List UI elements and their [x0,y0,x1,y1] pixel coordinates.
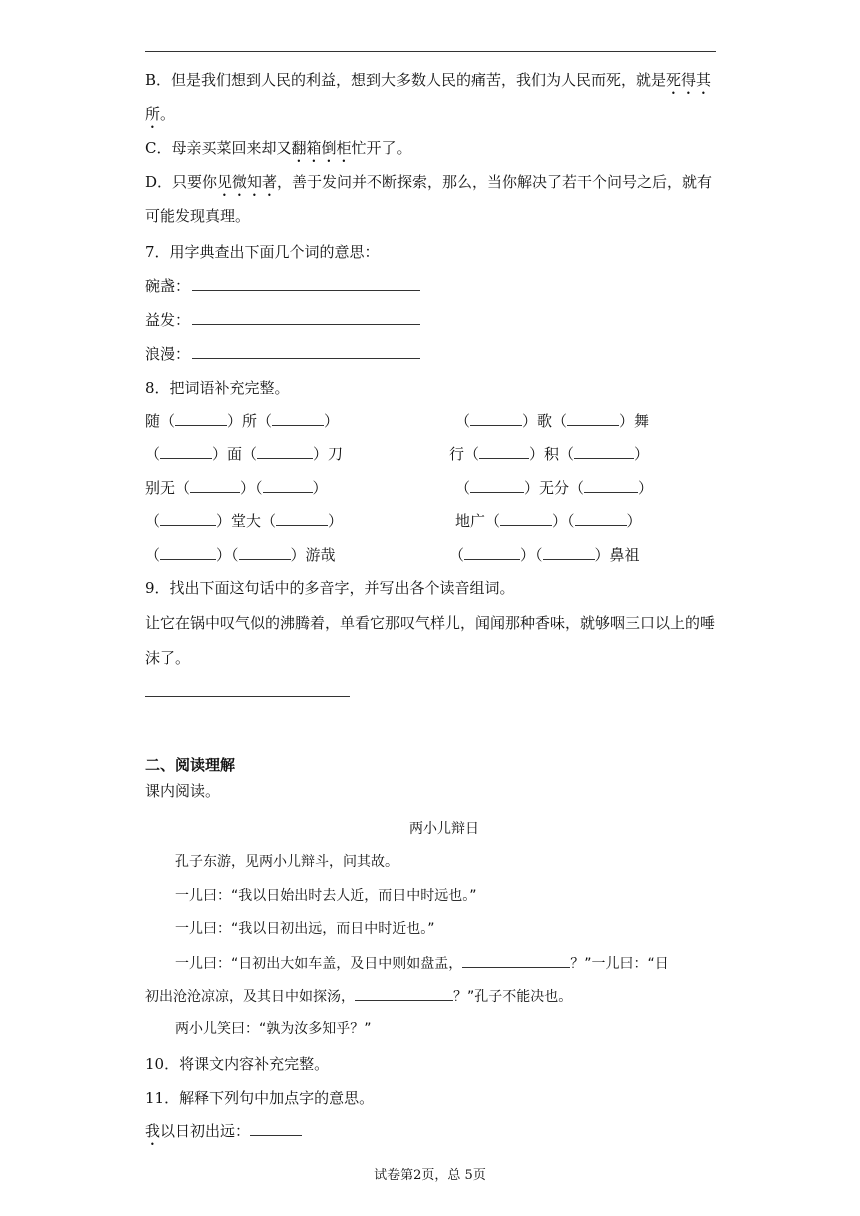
q11-answer-blank[interactable] [250,1121,302,1136]
option-c-dotted-text: 翻箱倒柜 [291,139,352,157]
q9-answer-blank[interactable] [145,696,350,697]
idiom-part: （ [145,512,161,530]
idiom-part: （ [455,479,471,497]
idiom-blank[interactable] [470,411,522,426]
passage-paragraph: 一儿曰：“我以日始出时去人近，而日中时远也。” [175,888,477,904]
idiom-part: ）堂大（ [216,512,277,530]
passage-paragraph: 孔子东游，见两小儿辩斗，问其故。 [175,854,399,870]
idiom-item [455,411,649,431]
q9-sentence-line2: 沫了。 [145,649,191,667]
idiom-blank[interactable] [160,511,216,526]
passage-title: 两小儿辩日 [409,821,479,837]
passage-paragraph: 两小儿笑曰：“孰为汝多知乎？” [175,1021,372,1037]
passage-text: ？”孔子不能决也。 [453,989,573,1005]
option-b-text: B．但是我们想到人民的利益，想到大多数人民的痛苦，我们为人民而死，就是 [145,71,667,89]
option-b-end: 。 [160,105,176,123]
passage-blank[interactable] [462,953,570,968]
passage-text: ？”一儿曰：“日 [570,956,669,972]
idiom-part: （ [455,412,471,430]
idiom-part: ） [638,479,654,497]
idiom-item [145,478,328,498]
page-footer: 试卷第2页，总 5页 [374,1168,486,1183]
idiom-part: ） [324,412,340,430]
idiom-part: ） [328,512,344,530]
idiom-blank[interactable] [190,478,240,493]
option-d-line1 [145,172,712,200]
idiom-blank[interactable] [575,511,627,526]
passage-paragraph: 一儿曰：“我以日初出远，而日中时近也。” [175,921,435,937]
idiom-blank[interactable] [479,444,529,459]
q7-word-row [145,344,420,364]
question-9-title: 9．找出下面这句话中的多音字，并写出各个读音组词。 [145,579,515,597]
idiom-blank[interactable] [239,545,291,560]
option-c [145,138,412,166]
question-8-title: 8．把词语补充完整。 [145,379,290,397]
answer-blank[interactable] [192,344,420,359]
option-b-dotted-text-2: 所 [145,105,161,123]
idiom-part: （ [449,546,465,564]
idiom-item [449,444,649,464]
idiom-blank[interactable] [470,478,524,493]
idiom-blank[interactable] [574,444,634,459]
idiom-part: ）舞 [619,412,650,430]
q7-word: 益发： [145,311,191,329]
option-d-dotted-text: 见微知著 [217,173,278,191]
idiom-item [449,545,640,565]
idiom-part: ）（ [552,512,575,530]
idiom-part: ）无分（ [524,479,585,497]
idiom-part: ）鼻祖 [594,546,640,564]
passage-blank[interactable] [355,986,453,1001]
section-subheading: 课内阅读。 [145,782,221,800]
q11-text: 以日初出远： [160,1122,251,1140]
answer-blank[interactable] [192,310,420,325]
idiom-blank[interactable] [160,444,212,459]
option-b-dotted-text: 死得其 [666,71,712,89]
option-b-line1 [145,70,711,98]
header-rule [145,51,716,52]
idiom-part: ）刀 [313,445,344,463]
q7-word-row [145,276,420,296]
q11-dotted-char: 我 [145,1122,161,1140]
section-heading: 二、阅读理解 [145,756,236,774]
idiom-part: ） [312,479,328,497]
idiom-part: 地广（ [455,512,501,530]
option-d-pre: D．只要你 [145,173,218,191]
option-b-line2 [145,104,175,132]
option-d-post: ，善于发问并不断探索，那么，当你解决了若干个问号之后，就有 [277,173,713,191]
idiom-item [145,444,343,464]
question-11-title: 11．解释下列句中加点字的意思。 [145,1089,375,1107]
q7-word: 浪漫： [145,345,191,363]
q9-sentence-line1: 让它在锅中叹气似的沸腾着，单看它那叹气样儿，闻闻那种香味，就够咽三口以上的唾 [145,614,716,632]
idiom-part: （ [145,546,161,564]
idiom-part: ）面（ [212,445,258,463]
idiom-item [145,511,343,531]
idiom-item [455,511,642,531]
idiom-blank[interactable] [175,411,227,426]
passage-paragraph [145,986,572,1007]
idiom-blank[interactable] [567,411,619,426]
idiom-blank[interactable] [543,545,595,560]
idiom-part: ）（ [240,479,263,497]
idiom-part: 别无（ [145,479,191,497]
idiom-item [145,411,339,431]
idiom-part: ）游哉 [290,546,336,564]
idiom-part: 行（ [449,445,480,463]
idiom-blank[interactable] [500,511,552,526]
idiom-part: ）所（ [227,412,273,430]
q7-word: 碗盏： [145,277,191,295]
idiom-blank[interactable] [464,545,520,560]
idiom-part: ）积（ [529,445,575,463]
question-10-title: 10．将课文内容补充完整。 [145,1055,330,1073]
idiom-part: （ [145,445,161,463]
q11-item [145,1121,302,1149]
option-d-line2: 可能发现真理。 [145,207,251,225]
idiom-blank[interactable] [263,478,313,493]
idiom-part: ）（ [520,546,543,564]
idiom-part: 随（ [145,412,176,430]
idiom-part: ） [634,445,650,463]
question-7-title: 7．用字典查出下面几个词的意思： [145,243,380,261]
passage-text: 初出沧沧凉凉，及其日中如探汤， [145,989,355,1005]
idiom-item [455,478,653,498]
idiom-part: ） [626,512,642,530]
idiom-item [145,545,336,565]
idiom-blank[interactable] [584,478,638,493]
option-c-post: 忙开了。 [351,139,412,157]
idiom-part: ）歌（ [522,412,568,430]
idiom-blank[interactable] [160,545,216,560]
answer-blank[interactable] [192,276,420,291]
passage-paragraph [175,953,669,974]
option-c-pre: C．母亲买菜回来却又 [145,139,292,157]
idiom-blank[interactable] [272,411,324,426]
idiom-blank[interactable] [276,511,328,526]
passage-text: 一儿曰：“日初出大如车盖，及日中则如盘盂， [175,956,463,972]
idiom-blank[interactable] [257,444,313,459]
idiom-part: ）（ [216,546,239,564]
q7-word-row [145,310,420,330]
